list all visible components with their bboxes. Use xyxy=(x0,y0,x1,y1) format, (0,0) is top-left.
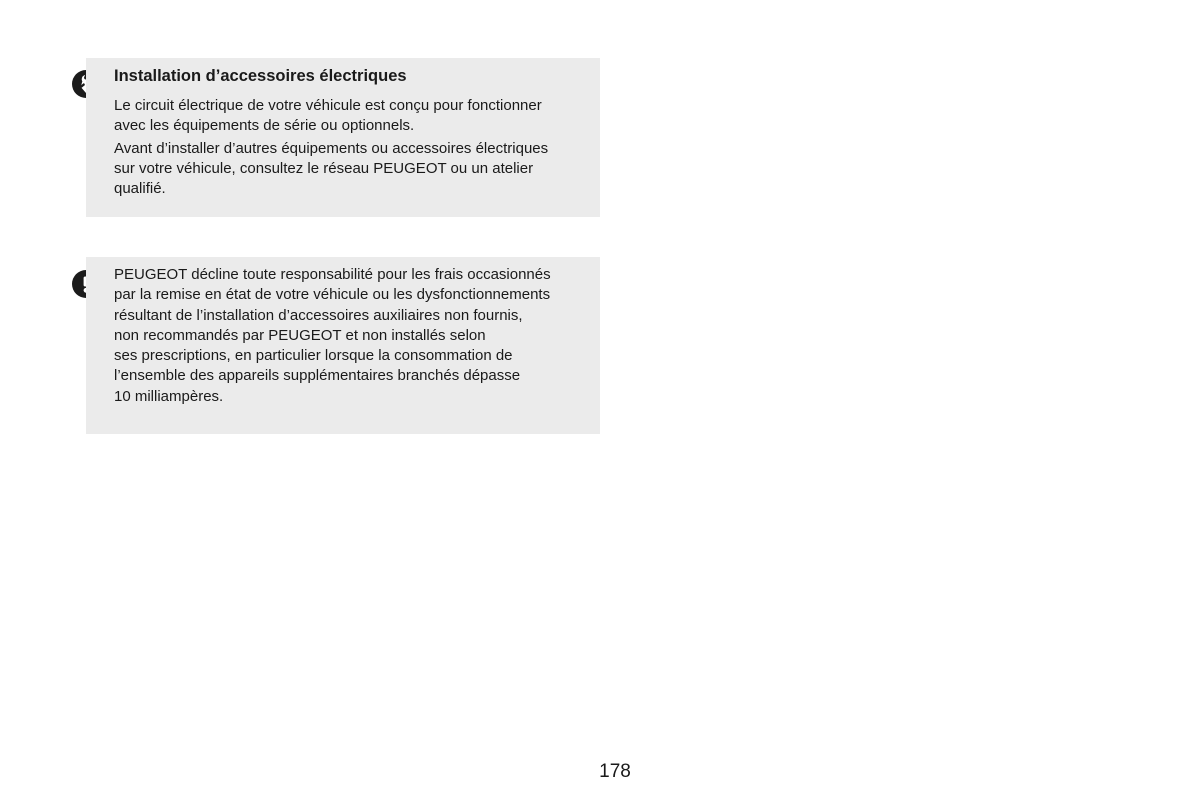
warning-note-text: PEUGEOT décline toute responsabilité pour les frais occasionnés par la remise en état de votre véhicule ou les dysfonctionnements résultant de l’installation d’accessoires auxiliaires non fournis, non recommandés par PEUGEOT et non installés selon ses prescriptions, en particulier lorsque la consommation de l’ensemble des appareils supplémentaires branchés dépasse 10 milliampères. xyxy=(114,266,551,405)
info-note-paragraph-2: Avant d’installer d’autres équipements ou accessoires électriques sur votre véhicule, consultez le réseau PEUGEOT ou un atelier qualifié. xyxy=(114,139,549,198)
info-note-paragraph-1: Le circuit électrique de votre véhicule est conçu pour fonctionner avec les équipements de série ou optionnels. xyxy=(114,97,542,135)
info-note-title: Installation d’accessoires électriques xyxy=(114,67,407,85)
warning-note-box xyxy=(86,257,600,434)
info-note-box xyxy=(86,58,600,217)
page-number: 178 xyxy=(599,761,631,782)
